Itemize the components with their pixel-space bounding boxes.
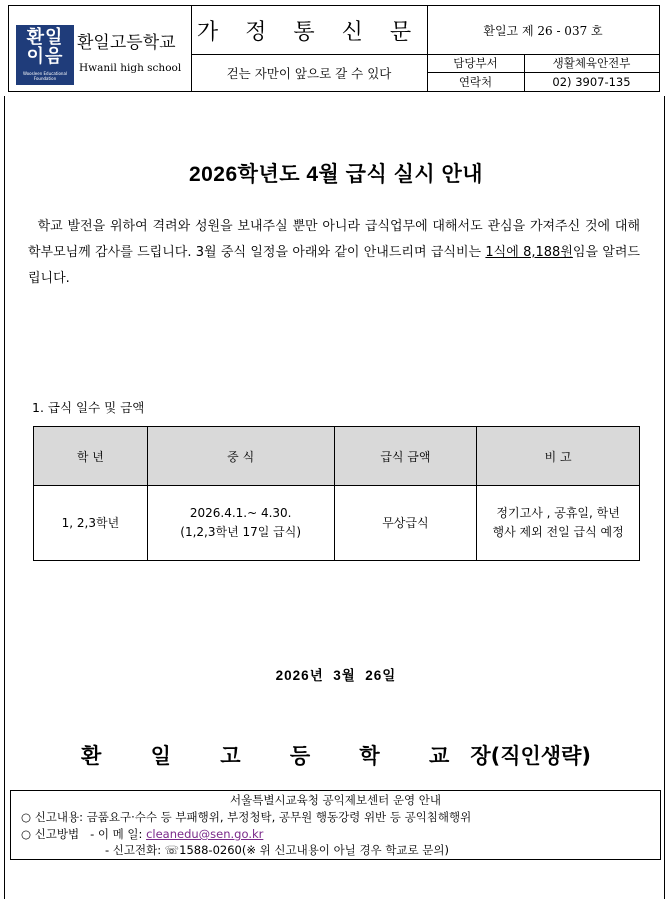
school-logo-cell	[9, 6, 192, 91]
cell-note	[477, 486, 640, 561]
meal-price-underlined: 1식에 8,188원	[485, 245, 573, 260]
cell-amount: 무상급식	[334, 486, 477, 561]
meal-schedule-table	[33, 426, 640, 561]
letter-title: 가 정 통 신 문	[191, 6, 428, 55]
school-name-kr: 환일고등학교	[77, 33, 176, 53]
signature-school: 환 일 고 등 학 교	[81, 744, 471, 768]
cell-lunch	[147, 486, 334, 561]
table-row	[34, 486, 640, 561]
section-title: 1. 급식 일수 및 금액	[32, 400, 145, 415]
header-grade: 학 년	[34, 427, 148, 486]
note-line-2: 행사 제외 전일 급식 예정	[492, 525, 624, 539]
document-title: 2026학년도 4월 급식 실시 안내	[188, 163, 484, 186]
table-header-row	[34, 427, 640, 486]
header-lunch: 중 식	[147, 427, 334, 486]
school-motto: 걷는 자만이 앞으로 갈 수 있다	[191, 54, 428, 91]
intro-text-part1: 학교 발전을 위하여 격려와 성원을 보내주실 뿐만 아니라 급식업무에 대해서도 관심을 가져주신 것에 대해 학부모님께 감사를 드립니다. 3월 중식 일정을 아래와 같이 안내드리며 급식비는	[28, 219, 641, 260]
logo-text: 환일 이음	[26, 27, 64, 67]
letter-header	[8, 5, 660, 92]
cell-grade: 1, 2,3학년	[34, 486, 148, 561]
lunch-period: 2026.4.1.~ 4.30.	[189, 506, 292, 520]
logo-foundation-text: Woosleen Educational Foundation	[22, 71, 67, 81]
page-frame-left	[4, 96, 5, 899]
intro-text-part2: 임을 알려드립니다.	[28, 245, 640, 286]
note-line-1: 정기고사 , 공휴일, 학년	[496, 506, 620, 520]
school-name-en: Hwanil high school	[79, 62, 182, 74]
school-logo	[16, 25, 74, 85]
contact-value: 02) 3907-135	[552, 75, 631, 89]
header-note: 비 고	[477, 427, 640, 486]
intro-paragraph	[28, 214, 640, 292]
notice-method-line	[21, 826, 263, 842]
document-number: 환일고 제 26 - 037 호	[427, 6, 659, 55]
principal-signature	[0, 740, 672, 770]
signature-title: 장(직인생략)	[470, 744, 591, 768]
issue-date: 2026년 3월 26일	[275, 668, 397, 683]
whistleblower-notice	[10, 790, 661, 860]
dept-value: 생활체육안전부	[524, 54, 659, 73]
notice-phone-line: - 신고전화: ☏1588-0260(※ 위 신고내용이 아닐 경우 학교로 문의)	[105, 843, 450, 857]
lunch-days: (1,2,3학년 17일 급식)	[180, 525, 302, 539]
report-email-link[interactable]: cleanedu@sen.go.kr	[146, 827, 264, 841]
notice-email-prefix: ○ 신고방법 - 이 메 일:	[21, 827, 147, 841]
notice-content-line: ○ 신고내용: 금품요구·수수 등 부패행위, 부정청탁, 공무원 행동강령 위반 등 공익침해행위	[21, 810, 472, 824]
dept-label: 담당부서	[427, 54, 525, 73]
notice-heading: 서울특별시교육청 공익제보센터 운영 안내	[230, 793, 441, 807]
header-amount: 급식 금액	[334, 427, 477, 486]
page-frame-right	[664, 96, 665, 899]
contact-label: 연락처	[427, 73, 525, 91]
